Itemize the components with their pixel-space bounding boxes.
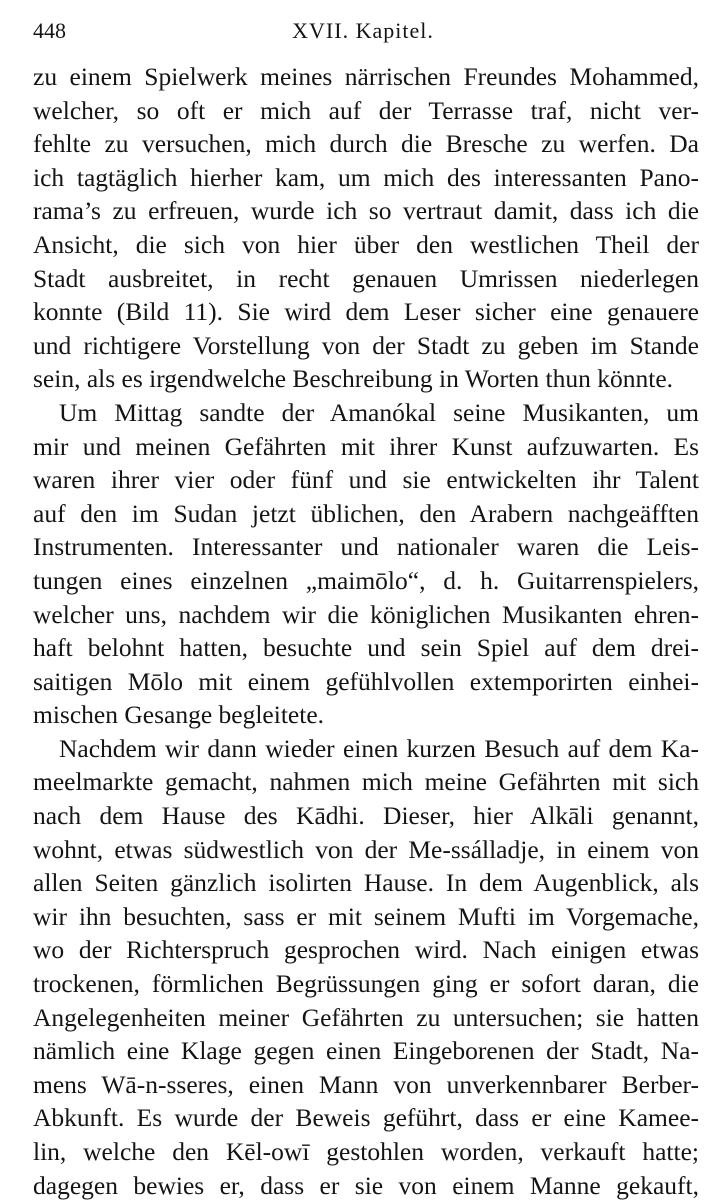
text-line: nach dem Hause des Kādhi. Dieser, hier Alkāli genannt,	[33, 801, 699, 831]
page-number: 448	[33, 18, 66, 43]
text-line: allen Seiten gänzlich isolirten Hause. In dem Augenblick, als	[33, 868, 699, 898]
text-line: auf den im Sudan jetzt üblichen, den Arabern nachgeäfften	[33, 498, 699, 528]
text-line: und richtigere Vorstellung von der Stadt zu geben im Stande	[33, 330, 699, 360]
text-line: waren ihrer vier oder fünf und sie entwickelten ihr Talent	[33, 465, 699, 495]
text-line: sein, als es irgendwelche Beschreibung in Worten thun könnte.	[33, 364, 674, 394]
text-line: dagegen bewies er, dass er sie von einem Manne gekauft,	[33, 1170, 699, 1200]
text-line: trockenen, förmlichen Begrüssungen ging er sofort daran, die	[33, 969, 699, 999]
text-line: nämlich eine Klage gegen einen Eingeborenen der Stadt, Na-	[33, 1036, 699, 1066]
chapter-title: XVII. Kapitel.	[292, 18, 434, 43]
text-body	[33, 60, 699, 1202]
text-line: Abkunft. Es wurde der Beweis geführt, dass er eine Kamee-	[33, 1103, 699, 1133]
text-line: Ansicht, die sich von hier über den westlichen Theil der	[33, 229, 699, 259]
text-line: Um Mittag sandte der Amanókal seine Musikanten, um	[59, 397, 699, 427]
text-line: haft belohnt hatten, besuchte und sein Spiel auf dem drei-	[33, 633, 699, 663]
text-line: welcher, so oft er mich auf der Terrasse traf, nicht ver-	[33, 95, 699, 125]
text-line: Stadt ausbreitet, in recht genauen Umrissen niederlegen	[33, 263, 699, 293]
text-line: tungen eines einzelnen „maimōlo“, d. h. Guitarrenspielers,	[33, 565, 699, 595]
text-line: zu einem Spielwerk meines närrischen Freundes Mohammed,	[33, 62, 699, 91]
text-line: Nachdem wir dann wieder einen kurzen Besuch auf dem Ka-	[59, 733, 699, 763]
text-line: saitigen Mōlo mit einem gefühlvollen extemporirten einhei-	[33, 666, 699, 696]
text-line: lin, welche den Kēl-owī gestohlen worden, verkauft hatte;	[33, 1137, 699, 1166]
text-line: mir und meinen Gefährten mit ihrer Kunst aufzuwarten. Es	[33, 431, 699, 461]
text-line: fehlte zu versuchen, mich durch die Bresche zu werfen. Da	[33, 129, 699, 159]
text-line: wohnt, etwas südwestlich von der Me-ssálladje, in einem von	[33, 834, 699, 864]
text-line: meelmarkte gemacht, nahmen mich meine Gefährten mit sich	[33, 767, 699, 797]
text-line: mischen Gesange begleitete.	[33, 700, 325, 730]
text-line: rama’s zu erfreuen, wurde ich so vertraut damit, dass ich die	[33, 196, 699, 226]
text-line: welcher uns, nachdem wir die königlichen Musikanten ehren-	[33, 599, 699, 629]
running-head	[33, 16, 693, 46]
text-line: wo der Richterspruch gesprochen wird. Nach einigen etwas	[33, 935, 699, 965]
text-line: wir ihn besuchten, sass er mit seinem Mufti im Vorgemache,	[33, 901, 699, 931]
text-line: ich tagtäglich hierher kam, um mich des interessanten Pano-	[33, 162, 699, 192]
text-line: konnte (Bild 11). Sie wird dem Leser sicher eine genauere	[33, 297, 699, 327]
text-line: Angelegenheiten meiner Gefährten zu untersuchen; sie hatten	[33, 1002, 699, 1032]
text-line: mens Wā-n-sseres, einen Mann von unverkennbarer Berber-	[33, 1069, 699, 1099]
text-line: Instrumenten. Interessanter und nationaler waren die Leis-	[33, 532, 699, 562]
